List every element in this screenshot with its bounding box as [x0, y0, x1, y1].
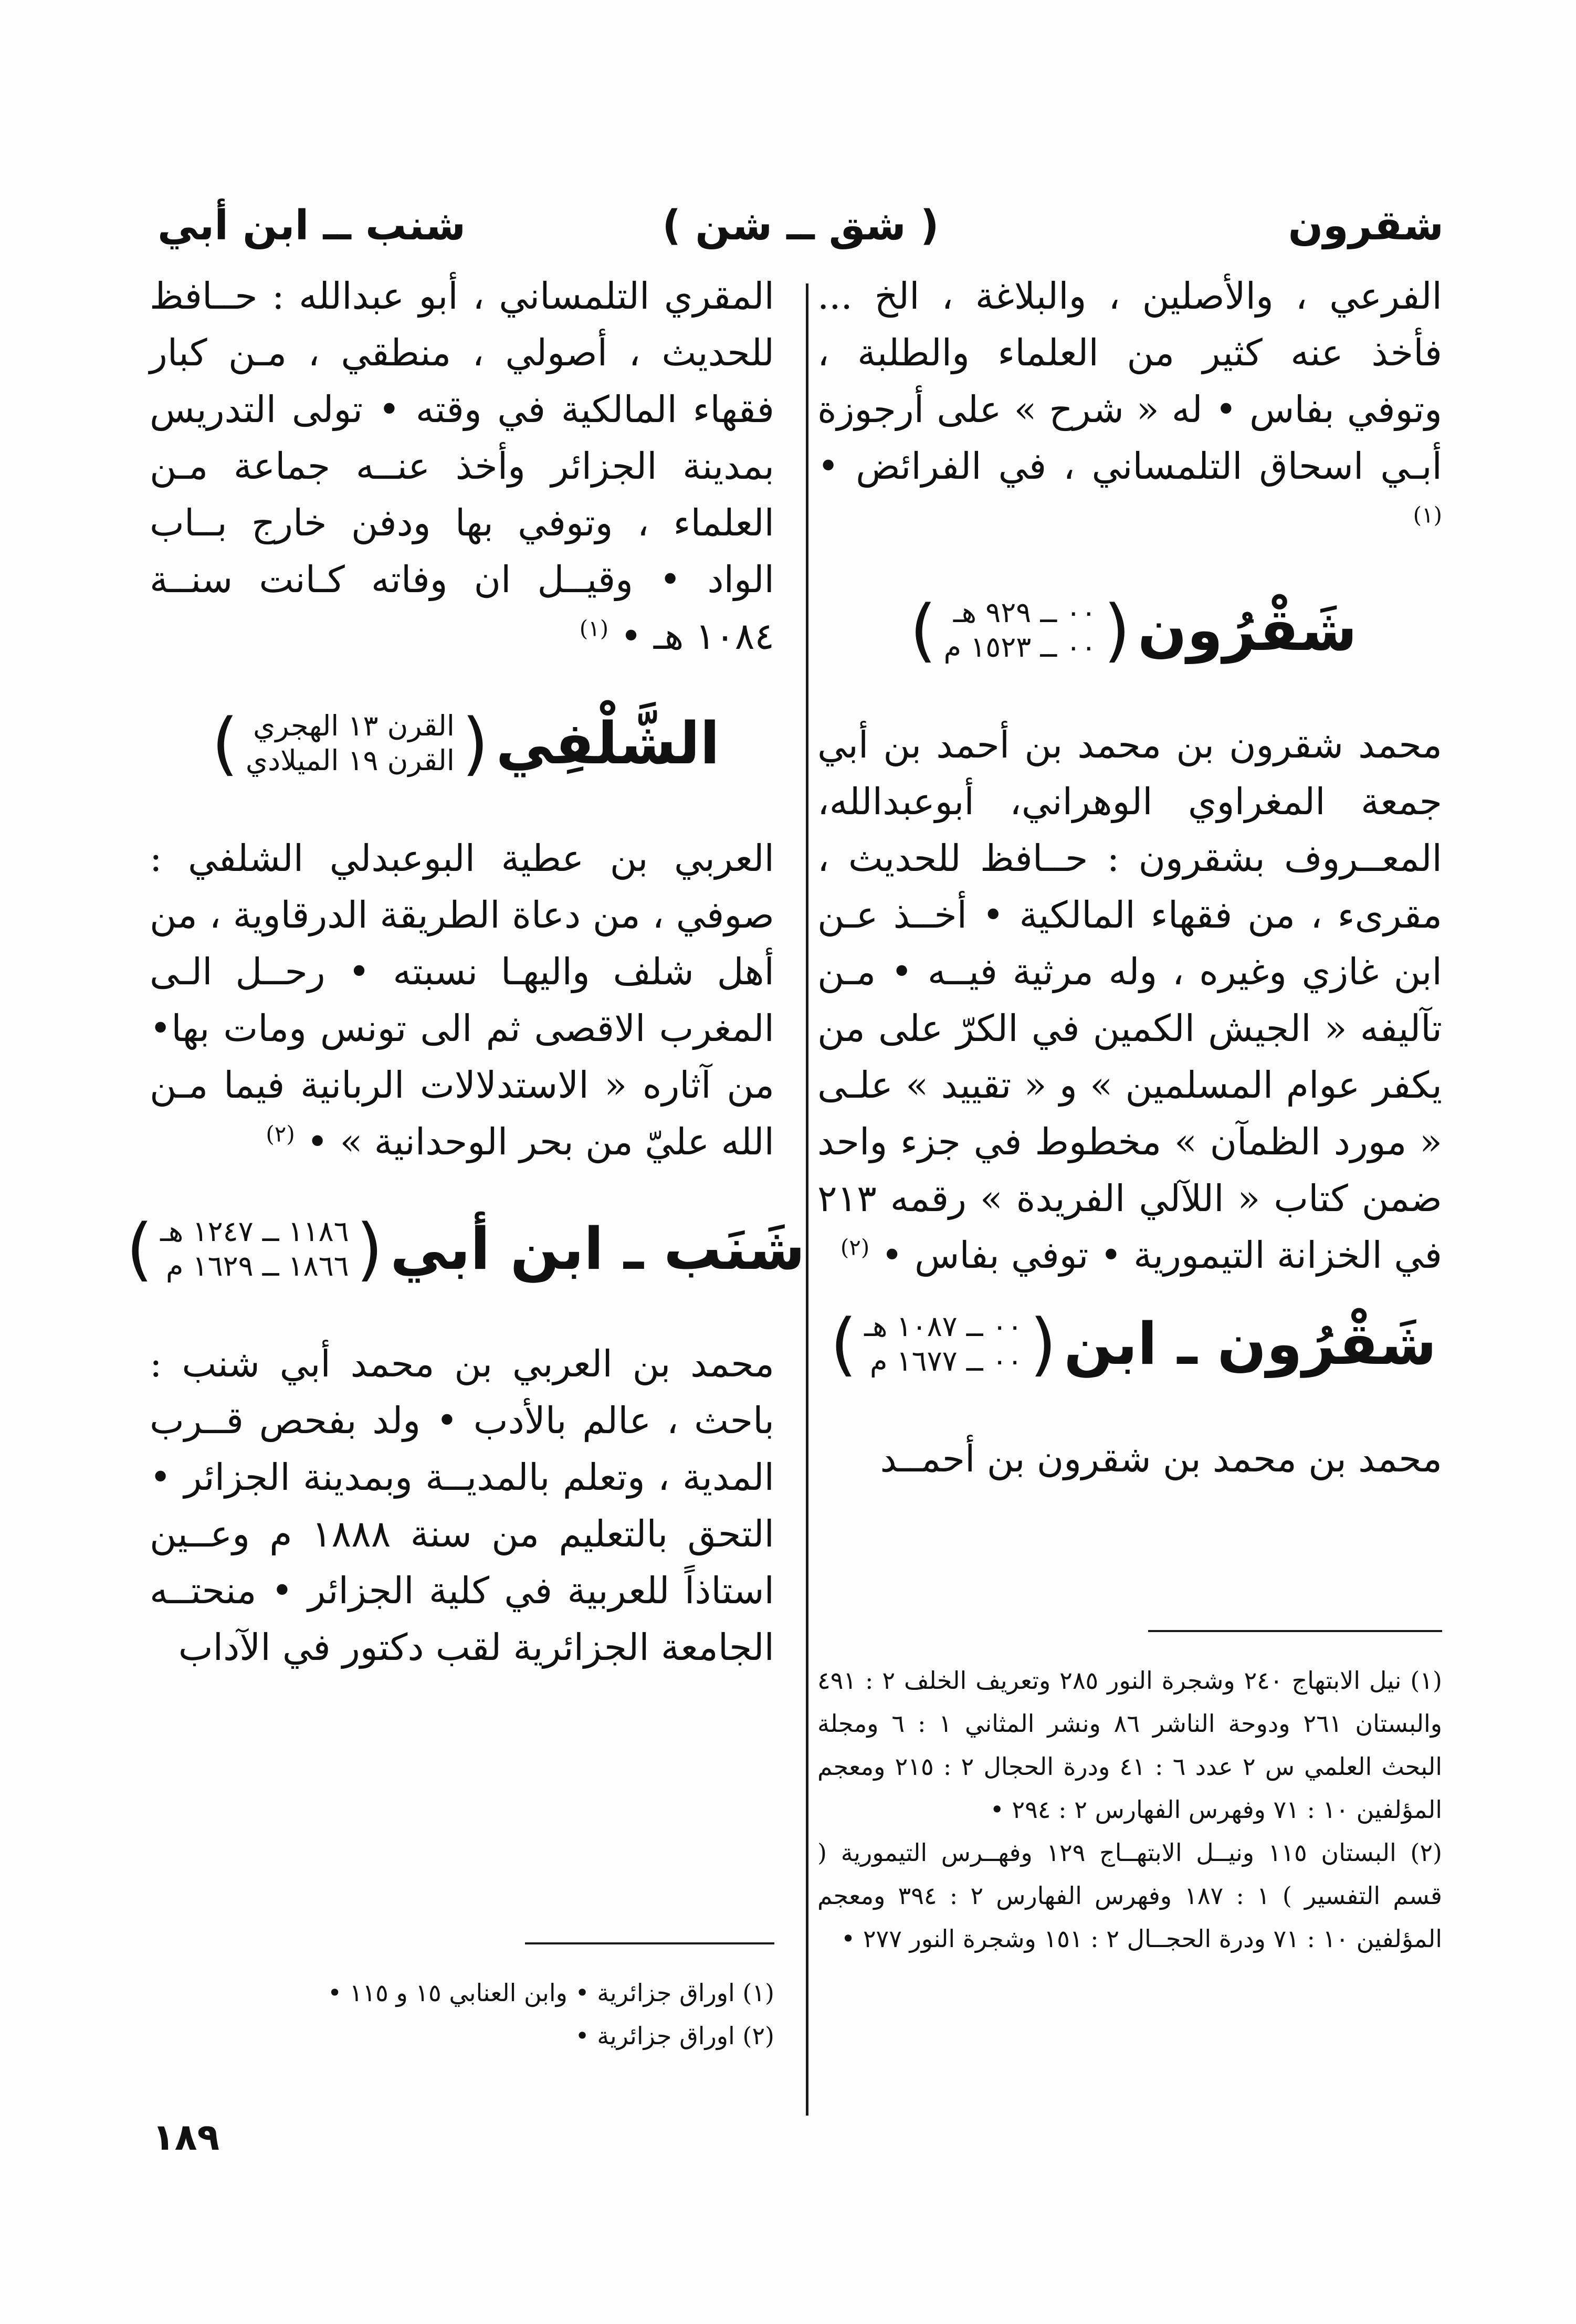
header-letter-range: ( شق ــ شن ): [662, 202, 939, 249]
right-intro-paragraph: [817, 268, 1442, 551]
footnote-ref-2: (٢): [266, 1121, 295, 1147]
close-paren: ): [212, 703, 238, 783]
open-paren: (: [1104, 590, 1131, 670]
column-divider: [806, 283, 808, 2116]
footnote-1: (١) اوراق جزائرية • وابن العنابي ١٥ و ١١٥ •: [327, 1979, 774, 2007]
close-paren: ): [126, 1209, 153, 1289]
entry-body-text: محمد شقرون بن محمد بن أحمد بن أبي جمعة المغراوي الوهراني، أبوعبدالله، المعــروف بشقرون : حــافظ للحديث ، مقرىء ، من فقهاء المالكية • أخــذ عـن ابن غازي وغيره ، وله مرثية فيــه • مـن تآليفه « الجيش الكمين في الكرّ على من يكفر عوام المسلمين » و « تقييد » علـى « مورد الظمآن » مخطوط في جزء واحد ضمن كتاب « اللآلي الفريدة » رقمه ٢١٣ في الخزانة التيمورية • توفي بفاس •: [817, 723, 1442, 1277]
date-hijri: ٠٠ ــ ٩٢٩ هـ: [953, 596, 1097, 629]
page-number: ١٨٩: [152, 2116, 220, 2159]
entry-heading-shalfi: [150, 693, 774, 793]
entry-heading-ibn-abi-shanab: [126, 1199, 805, 1299]
open-paren: (: [1029, 1304, 1057, 1384]
entry-name: شَقْرُون: [1138, 596, 1358, 664]
footnote-ref-2: (٢): [840, 1234, 870, 1260]
left-intro-text: المقري التلمساني ، أبو عبدالله : حــافظ للحديث ، أصولي ، منطقي ، مـن كبار فقهاء المالكية في وقته • تولى التدريس بمدينة الجزائر وأخذ عنــه جماعة مـن العلماء ، وتوفي بها ودفن خارج بــاب الواد • وقيــل ان وفاته كـانت سنــة ١٠٨٤ هـ •: [150, 275, 774, 658]
open-paren: (: [461, 703, 489, 783]
header-last-entry: شنب ــ ابن أبي: [157, 202, 466, 249]
date-gregorian: ١٨٦٦ ــ ١٦٢٩ م: [165, 1249, 349, 1282]
left-intro-paragraph: [150, 268, 774, 665]
footnote-2: (٢) اوراق جزائرية •: [575, 2022, 774, 2050]
header-entry-word: شقرون: [1288, 202, 1444, 249]
close-paren: ): [830, 1304, 857, 1384]
date-gregorian: ٠٠ ــ ١٦٧٧ م: [870, 1344, 1023, 1377]
footnotes-left: [150, 1971, 774, 2057]
entry-heading-shaqrun: [817, 580, 1442, 680]
date-gregorian: القرن ١٩ الميلادي: [245, 744, 455, 777]
entry-dates: [864, 1309, 1022, 1379]
date-gregorian: ٠٠ ــ ١٥٢٣ م: [943, 630, 1097, 664]
entry-dates: [944, 595, 1097, 665]
entry-body-ibn-shaqrun: [817, 1431, 1442, 1487]
entry-body-ibn-abi-shanab: [150, 1335, 774, 1676]
footnotes-right: [817, 1659, 1442, 1960]
entry-dates: [246, 709, 455, 778]
footnote-rule-left: [525, 1942, 774, 1944]
close-paren: ): [909, 590, 937, 670]
date-hijri: ٠٠ ــ ١٠٨٧ هـ: [864, 1310, 1023, 1343]
entry-name: الشَّلْفِي: [496, 710, 720, 777]
entry-body-shalfi: [150, 830, 774, 1170]
date-hijri: القرن ١٣ الهجري: [253, 709, 455, 742]
running-header: [157, 197, 1444, 255]
entry-body-text: العربي بن عطية البوعبدلي الشلفي : صوفي ، من دعاة الطريقة الدرقاوية ، من أهل شلف واليهـا نسبته • رحــل الـى المغرب الاقصى ثم الى تونس ومات بها• من آثاره « الاستدلالات الربانية فيما مـن الله عليّ من بحر الوحدانية » •: [150, 837, 774, 1163]
entry-dates: [160, 1214, 349, 1284]
footnote-ref-1: (١): [1413, 502, 1442, 528]
footnote-ref-1: (١): [579, 615, 609, 642]
right-intro-text: الفرعي ، والأصلين ، والبلاغة ، الخ ... فأخذ عنه كثير من العلماء والطلبة ، وتوفي بفاس • له « شرح » على أرجوزة أبـي اسحاق التلمساني ، في الفرائض •: [817, 275, 1442, 488]
entry-name: شَنَب ـ ابن أبي: [390, 1215, 805, 1282]
entry-body-shaqrun: [817, 717, 1442, 1284]
date-hijri: ١١٨٦ ــ ١٢٤٧ هـ: [160, 1215, 349, 1248]
left-column: [126, 268, 805, 2053]
entry-name: شَقْرُون ـ ابن: [1064, 1310, 1437, 1377]
entry-heading-ibn-shaqrun: [817, 1294, 1442, 1394]
footnote-2: (٢) البستان ١١٥ ونيــل الابتهــاج ١٢٩ وفهــرس التيمورية ( قسم التفسير ) ١ : ١٨٧ وفهرس الفهارس ٢ : ٣٩٤ ومعجم المؤلفين ١٠ : ٧١ ودرة الحجــال ٢ : ١٥١ وشجرة النور ٢٧٧ •: [817, 1838, 1442, 1953]
footnote-1: (١) نيل الابتهاج ٢٤٠ وشجرة النور ٢٨٥ وتعريف الخلف ٢ : ٤٩١ والبستان ٢٦١ ودوحة الناشر ٨٦ ونشر المثاني ١ : ٦ ومجلة البحث العلمي س ٢ عدد ٦ : ٤١ ودرة الحجال ٢ : ٢١٥ ومعجم المؤلفين ١٠ : ٧١ وفهرس الفهارس ٢ : ٢٩٤ •: [817, 1666, 1443, 1824]
open-paren: (: [356, 1209, 383, 1289]
entry-body-text: محمد بن محمد بن شقرون بن أحمــد: [880, 1437, 1442, 1480]
entry-body-text: محمد بن العربي بن محمد أبي شنب : باحث ، عالم بالأدب • ولد بفحص قــرب المدية ، وتعلم بالمديــة وبمدينة الجزائر • التحق بالتعليم من سنة ١٨٨٨ م وعــين استاذاً للعربية في كلية الجزائر • منحتــه الجامعة الجزائرية لقب دكتور في الآداب: [150, 1342, 774, 1669]
footnote-rule-right: [1148, 1630, 1442, 1632]
